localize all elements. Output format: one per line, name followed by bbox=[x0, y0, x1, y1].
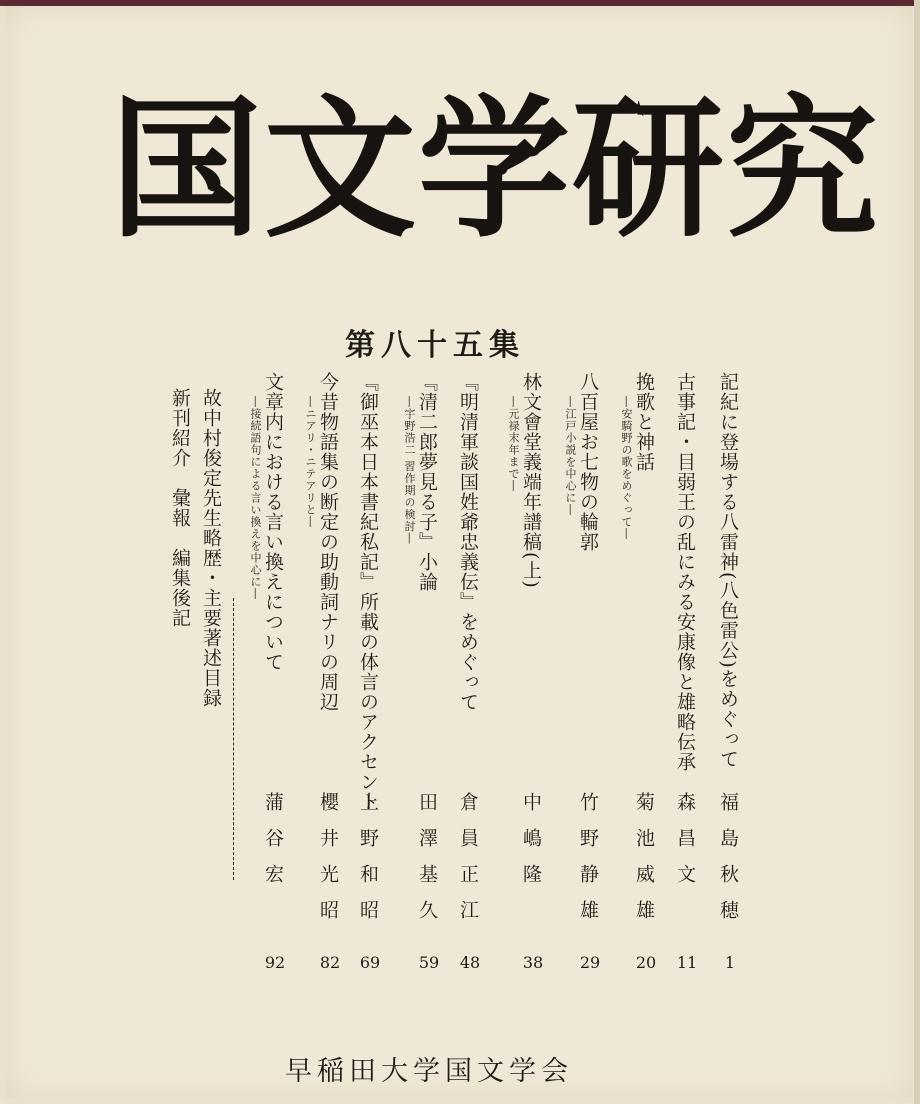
toc-page-10: 92 bbox=[264, 953, 286, 972]
toc-title-2: 古事記・目弱王の乱にみる安康像と雄略伝承 bbox=[674, 372, 696, 772]
toc-title-7: 『清二郎夢見る子』小論 bbox=[416, 372, 438, 592]
toc-author-8: 上野和昭 bbox=[357, 792, 379, 936]
toc-extra-1: 故中村俊定先生略歴・主要著述目録 bbox=[200, 388, 222, 708]
toc-subtitle-10: ―接続語句による言い換えを中心に― bbox=[249, 396, 262, 600]
publisher: 早稲田大学国文学会 bbox=[285, 1056, 573, 1087]
toc-page-7: 59 bbox=[418, 953, 440, 972]
toc-author-9: 櫻井光昭 bbox=[317, 792, 339, 936]
toc-page-1: 1 bbox=[724, 953, 736, 972]
toc-title-3: 挽歌と神話 bbox=[633, 372, 655, 472]
toc-author-10: 蒲谷宏 bbox=[262, 792, 284, 900]
toc-page-4: 29 bbox=[579, 953, 601, 972]
toc-title-6: 『明清軍談国姓爺忠義伝』をめぐって bbox=[457, 372, 479, 712]
toc-subtitle-9: ―ニアリ・ニテアリと― bbox=[304, 396, 317, 528]
toc-subtitle-3: ―安騎野の歌をめぐって― bbox=[620, 396, 633, 540]
volume-number: 第八十五集 bbox=[345, 328, 525, 363]
toc-author-7: 田澤基久 bbox=[416, 792, 438, 936]
toc-author-2: 森昌文 bbox=[674, 792, 696, 900]
journal-title: 国文学研究 bbox=[110, 81, 880, 258]
toc-page-8: 69 bbox=[359, 953, 381, 972]
toc-page-9: 82 bbox=[319, 953, 341, 972]
toc-title-9: 今昔物語集の断定の助動詞ナリの周辺 bbox=[317, 372, 339, 712]
toc-author-3: 菊池威雄 bbox=[633, 792, 655, 936]
toc-title-1: 記紀に登場する八雷神(八色雷公)をめぐって bbox=[717, 372, 739, 769]
toc-page-6: 48 bbox=[459, 953, 481, 972]
toc-page-5: 38 bbox=[522, 953, 544, 972]
toc-author-6: 倉員正江 bbox=[457, 792, 479, 936]
toc-author-1: 福島秋穂 bbox=[717, 792, 739, 936]
toc-extra-2: 新刊紹介 彙報 編集後記 bbox=[169, 388, 191, 628]
toc-page-2: 11 bbox=[676, 953, 698, 972]
toc-title-8: 『御巫本日本書紀私記』所載の体言のアクセント bbox=[357, 372, 379, 812]
dashed-divider bbox=[233, 598, 234, 880]
toc-subtitle-4: ―江戸小説を中心に― bbox=[564, 396, 577, 516]
toc-subtitle-7: ―宇野浩二 習作期の検討― bbox=[403, 396, 416, 545]
toc-title-5: 林文會堂義端年譜稿(上) bbox=[520, 372, 542, 589]
toc-author-4: 竹野静雄 bbox=[577, 792, 599, 936]
toc-title-10: 文章内における言い換えについて bbox=[262, 372, 284, 672]
toc-subtitle-5: ―元禄末年まで― bbox=[507, 396, 520, 492]
toc-title-4: 八百屋お七物の輪郭 bbox=[577, 372, 599, 552]
toc-author-5: 中嶋隆 bbox=[520, 792, 542, 900]
toc-page-3: 20 bbox=[635, 953, 657, 972]
right-edge bbox=[914, 0, 920, 1104]
